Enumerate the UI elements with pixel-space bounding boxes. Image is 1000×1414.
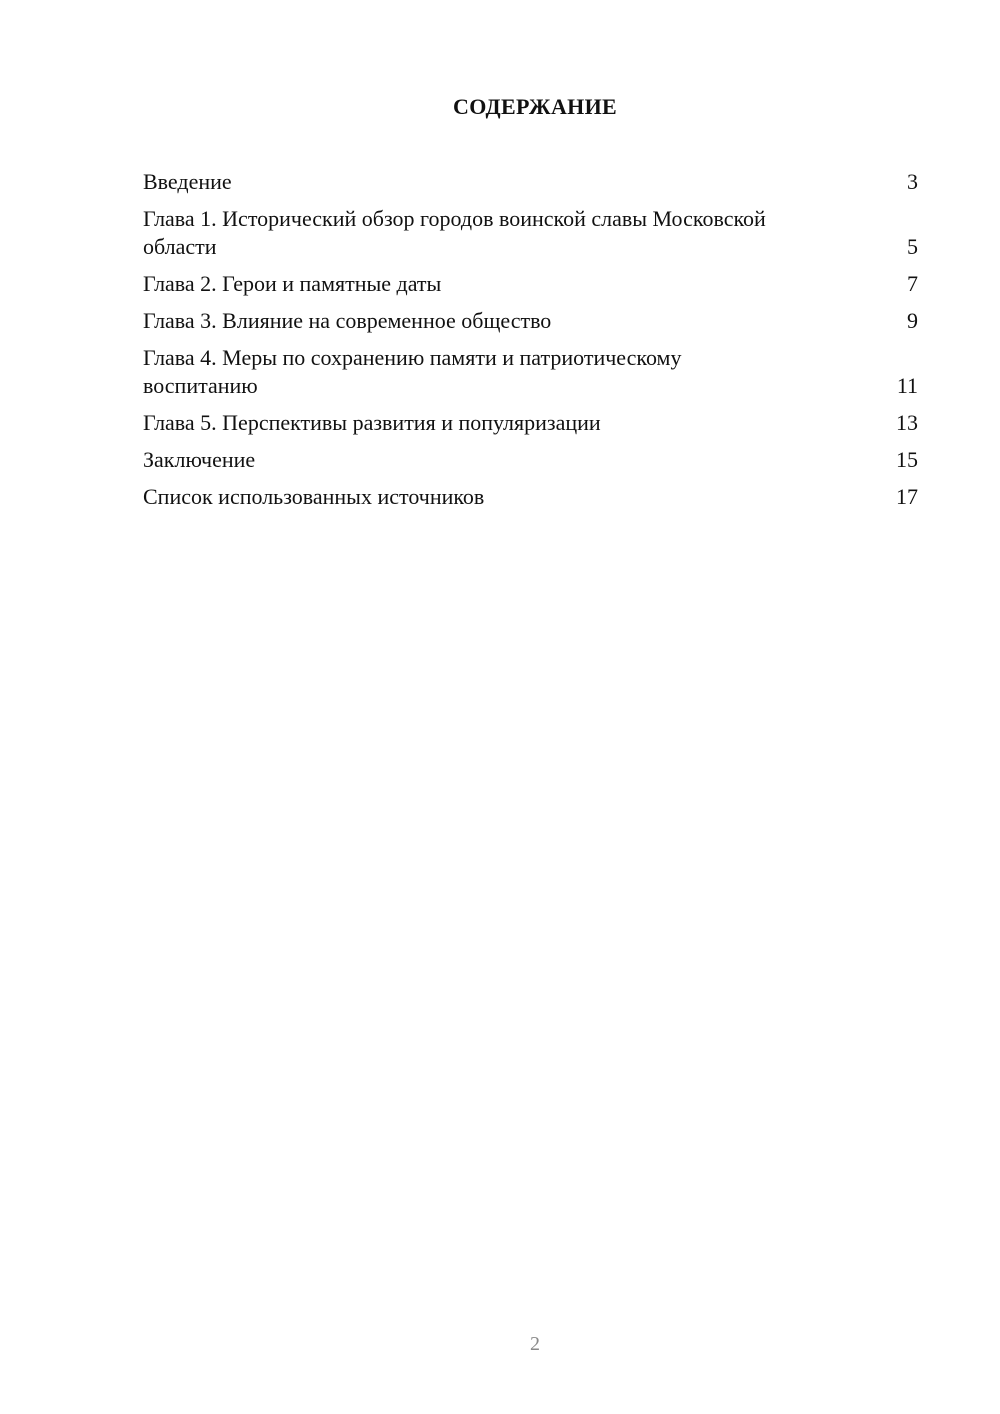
toc-entry-page-number: 3 xyxy=(907,169,918,194)
toc-entry-page-number: 13 xyxy=(896,410,918,435)
toc-entry-page-number: 9 xyxy=(907,308,918,333)
page-number: 2 xyxy=(530,1333,540,1355)
toc-entry-label: Глава 3. Влияние на современное общество xyxy=(143,308,552,333)
toc-entry-label: Глава 1. Исторический обзор городов воинской славы Московской области xyxy=(143,206,766,259)
toc-entry-page-number: 7 xyxy=(907,271,918,296)
toc-entry-label: Глава 5. Перспективы развития и популяризации xyxy=(143,410,601,435)
toc-entry-page-number: 5 xyxy=(907,234,918,259)
toc-entry-chapter-3[interactable] xyxy=(143,307,918,335)
toc-entry-introduction[interactable] xyxy=(143,168,918,196)
toc-entry-chapter-2[interactable] xyxy=(143,270,918,298)
toc-entry-conclusion[interactable] xyxy=(143,446,918,474)
toc-entry-label: Введение xyxy=(143,169,232,194)
toc-entry-label: Глава 2. Герои и памятные даты xyxy=(143,271,442,296)
toc-entry-page-number: 17 xyxy=(896,484,918,509)
toc-entry-references[interactable] xyxy=(143,483,918,511)
toc-entry-chapter-4[interactable] xyxy=(143,344,918,400)
toc-entry-chapter-5[interactable] xyxy=(143,409,918,437)
table-of-contents xyxy=(143,168,918,520)
toc-entry-page-number: 11 xyxy=(896,373,918,398)
page-title: СОДЕРЖАНИЕ xyxy=(453,94,617,119)
toc-entry-page-number: 15 xyxy=(896,447,918,472)
toc-entry-label: Заключение xyxy=(143,447,256,472)
toc-entry-label: Список использованных источников xyxy=(143,484,485,509)
toc-entry-chapter-1[interactable] xyxy=(143,205,918,261)
toc-entry-label: Глава 4. Меры по сохранению памяти и патриотическому воспитанию xyxy=(143,345,682,398)
